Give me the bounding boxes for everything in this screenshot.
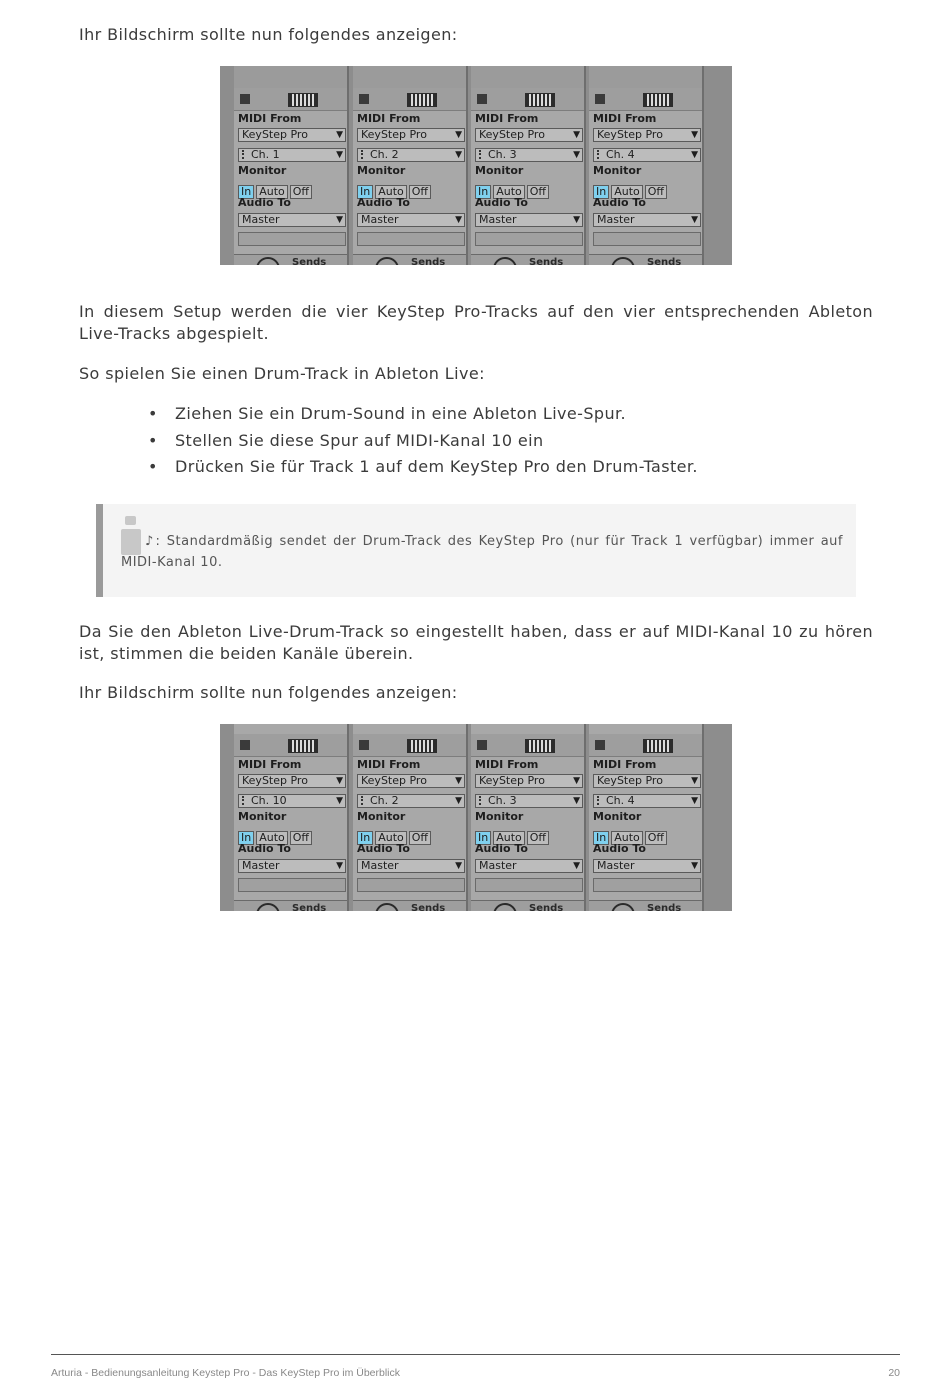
midi-from-device-select[interactable]: KeyStep Pro ▼ bbox=[357, 774, 465, 788]
monitor-off-button[interactable]: Off bbox=[527, 185, 549, 199]
sends-section bbox=[471, 254, 584, 265]
track-activator[interactable] bbox=[477, 740, 487, 750]
empty-slot bbox=[357, 232, 465, 246]
sends-label: Sends bbox=[292, 257, 327, 265]
monitor-label: Monitor bbox=[475, 164, 524, 177]
dropdown-arrow-icon: ▼ bbox=[336, 130, 343, 140]
page-number: 20 bbox=[888, 1367, 900, 1379]
monitor-auto-button[interactable]: Auto bbox=[493, 185, 525, 199]
track-column bbox=[471, 724, 586, 911]
monitor-auto-button[interactable]: Auto bbox=[611, 831, 643, 845]
grip-icon bbox=[361, 150, 366, 159]
monitor-auto-button[interactable]: Auto bbox=[256, 185, 288, 199]
grip-icon bbox=[479, 150, 484, 159]
sends-section bbox=[471, 900, 584, 911]
sends-label: Sends bbox=[292, 903, 327, 911]
empty-slot bbox=[593, 232, 701, 246]
monitor-label: Monitor bbox=[238, 164, 287, 177]
monitor-off-button[interactable]: Off bbox=[645, 831, 667, 845]
track-column bbox=[353, 724, 468, 911]
sends-label: Sends bbox=[647, 903, 682, 911]
dropdown-arrow-icon: ▼ bbox=[455, 861, 462, 871]
dropdown-arrow-icon: ▼ bbox=[691, 215, 698, 225]
dropdown-arrow-icon: ▼ bbox=[691, 796, 698, 806]
empty-slot bbox=[357, 878, 465, 892]
paragraph-setup: In diesem Setup werden die vier KeyStep Pro-Tracks auf den vier entsprechenden Ableton Live-Tracks abgespielt. bbox=[79, 302, 873, 343]
sends-section bbox=[589, 254, 702, 265]
monitor-auto-button[interactable]: Auto bbox=[611, 185, 643, 199]
bullet-marker: • bbox=[148, 430, 158, 450]
midi-keys-icon bbox=[288, 93, 318, 107]
monitor-in-button[interactable]: In bbox=[475, 185, 491, 199]
dropdown-arrow-icon: ▼ bbox=[573, 150, 580, 160]
send-knob-icon[interactable] bbox=[493, 257, 517, 265]
dropdown-arrow-icon: ▼ bbox=[573, 215, 580, 225]
midi-keys-icon bbox=[525, 739, 555, 753]
ableton-screenshot-2 bbox=[220, 724, 732, 911]
audio-to-label: Audio To bbox=[238, 842, 291, 855]
monitor-auto-button[interactable]: Auto bbox=[256, 831, 288, 845]
midi-from-label: MIDI From bbox=[593, 112, 657, 125]
sends-label: Sends bbox=[411, 257, 446, 265]
midi-channel-select[interactable]: Ch. 4 ▼ bbox=[593, 794, 701, 808]
grip-icon bbox=[597, 796, 602, 805]
monitor-off-button[interactable]: Off bbox=[409, 831, 431, 845]
dropdown-arrow-icon: ▼ bbox=[691, 150, 698, 160]
paragraph-channel-match: Da Sie den Ableton Live-Drum-Track so eingestellt haben, dass er auf MIDI-Kanal 10 zu hören ist, stimmen die beiden Kanäle überein. bbox=[79, 622, 873, 663]
grip-icon bbox=[479, 796, 484, 805]
empty-slot bbox=[475, 878, 583, 892]
dropdown-arrow-icon: ▼ bbox=[573, 130, 580, 140]
dropdown-arrow-icon: ▼ bbox=[336, 776, 343, 786]
dropdown-arrow-icon: ▼ bbox=[455, 150, 462, 160]
empty-slot bbox=[593, 878, 701, 892]
midi-from-label: MIDI From bbox=[238, 758, 302, 771]
paragraph-drum-intro: So spielen Sie einen Drum-Track in Ableton Live: bbox=[79, 364, 485, 383]
grip-icon bbox=[242, 150, 247, 159]
track-activator[interactable] bbox=[595, 740, 605, 750]
dropdown-arrow-icon: ▼ bbox=[336, 215, 343, 225]
monitor-label: Monitor bbox=[357, 164, 406, 177]
midi-keys-icon bbox=[643, 739, 673, 753]
monitor-off-button[interactable]: Off bbox=[409, 185, 431, 199]
midi-channel-select[interactable]: Ch. 3 ▼ bbox=[475, 148, 583, 162]
track-activator[interactable] bbox=[240, 740, 250, 750]
midi-channel-select[interactable]: Ch. 2 ▼ bbox=[357, 148, 465, 162]
midi-keys-icon bbox=[407, 93, 437, 107]
send-knob-icon[interactable] bbox=[256, 903, 280, 911]
audio-to-label: Audio To bbox=[357, 842, 410, 855]
grip-icon bbox=[361, 796, 366, 805]
sends-label: Sends bbox=[411, 903, 446, 911]
track-column bbox=[353, 66, 468, 265]
midi-keys-icon bbox=[525, 93, 555, 107]
dropdown-arrow-icon: ▼ bbox=[691, 861, 698, 871]
list-item: • Drücken Sie für Track 1 auf dem KeyStep Pro den Drum-Taster. bbox=[148, 455, 698, 482]
audio-to-label: Audio To bbox=[357, 196, 410, 209]
monitor-off-button[interactable]: Off bbox=[290, 831, 312, 845]
monitor-label: Monitor bbox=[357, 810, 406, 823]
midi-from-label: MIDI From bbox=[593, 758, 657, 771]
midi-channel-select[interactable]: Ch. 2 ▼ bbox=[357, 794, 465, 808]
monitor-in-button[interactable]: In bbox=[357, 185, 373, 199]
midi-from-label: MIDI From bbox=[475, 112, 539, 125]
track-activator[interactable] bbox=[240, 94, 250, 104]
dropdown-arrow-icon: ▼ bbox=[455, 130, 462, 140]
audio-to-select[interactable]: Master ▼ bbox=[357, 213, 465, 227]
track-column bbox=[471, 66, 586, 265]
dropdown-arrow-icon: ▼ bbox=[455, 796, 462, 806]
monitor-off-button[interactable]: Off bbox=[645, 185, 667, 199]
footer-divider bbox=[51, 1354, 900, 1355]
audio-to-select[interactable]: Master ▼ bbox=[238, 213, 346, 227]
monitor-label: Monitor bbox=[475, 810, 524, 823]
track-activator[interactable] bbox=[477, 94, 487, 104]
track-column bbox=[234, 66, 349, 265]
track-activator[interactable] bbox=[595, 94, 605, 104]
monitor-in-button[interactable]: In bbox=[475, 831, 491, 845]
midi-from-device-select[interactable]: KeyStep Pro ▼ bbox=[593, 128, 701, 142]
monitor-label: Monitor bbox=[593, 164, 642, 177]
sends-section bbox=[353, 254, 466, 265]
monitor-in-button[interactable]: In bbox=[593, 831, 609, 845]
monitor-label: Monitor bbox=[238, 810, 287, 823]
footer-title: Arturia - Bedienungsanleitung Keystep Pro - Das KeyStep Pro im Überblick bbox=[51, 1367, 401, 1379]
midi-from-label: MIDI From bbox=[357, 112, 421, 125]
list-item: • Ziehen Sie ein Drum-Sound in eine Ableton Live-Spur. bbox=[148, 402, 698, 429]
audio-to-label: Audio To bbox=[593, 196, 646, 209]
dropdown-arrow-icon: ▼ bbox=[691, 130, 698, 140]
midi-channel-select[interactable]: Ch. 3 ▼ bbox=[475, 794, 583, 808]
sends-section bbox=[589, 900, 702, 911]
monitor-in-button[interactable]: In bbox=[238, 831, 254, 845]
dropdown-arrow-icon: ▼ bbox=[455, 215, 462, 225]
grip-icon bbox=[597, 150, 602, 159]
sends-label: Sends bbox=[529, 903, 564, 911]
midi-from-device-select[interactable]: KeyStep Pro ▼ bbox=[475, 128, 583, 142]
sends-label: Sends bbox=[529, 257, 564, 265]
grip-icon bbox=[242, 796, 247, 805]
instruction-list bbox=[148, 402, 698, 482]
sends-section bbox=[234, 254, 347, 265]
monitor-label: Monitor bbox=[593, 810, 642, 823]
audio-to-label: Audio To bbox=[475, 196, 528, 209]
list-item: • Stellen Sie diese Spur auf MIDI-Kanal 10 ein bbox=[148, 429, 698, 456]
midi-from-device-select[interactable]: KeyStep Pro ▼ bbox=[475, 774, 583, 788]
midi-from-label: MIDI From bbox=[238, 112, 302, 125]
empty-slot bbox=[238, 878, 346, 892]
track-column bbox=[589, 66, 704, 265]
empty-slot bbox=[475, 232, 583, 246]
monitor-buttons bbox=[357, 826, 433, 844]
audio-to-select[interactable]: Master ▼ bbox=[357, 859, 465, 873]
sends-section bbox=[234, 900, 347, 911]
bullet-marker: • bbox=[148, 404, 158, 423]
monitor-auto-button[interactable]: Auto bbox=[493, 831, 525, 845]
midi-from-device-select[interactable]: KeyStep Pro ▼ bbox=[238, 128, 346, 142]
send-knob-icon[interactable] bbox=[611, 903, 635, 911]
dropdown-arrow-icon: ▼ bbox=[691, 776, 698, 786]
monitor-buttons bbox=[475, 180, 551, 198]
midi-keys-icon bbox=[407, 739, 437, 753]
midi-channel-select[interactable]: Ch. 1 ▼ bbox=[238, 148, 346, 162]
send-knob-icon[interactable] bbox=[256, 257, 280, 265]
dropdown-arrow-icon: ▼ bbox=[336, 150, 343, 160]
audio-to-select[interactable]: Master ▼ bbox=[238, 859, 346, 873]
dropdown-arrow-icon: ▼ bbox=[336, 796, 343, 806]
monitor-off-button[interactable]: Off bbox=[290, 185, 312, 199]
monitor-buttons bbox=[475, 826, 551, 844]
track-activator[interactable] bbox=[359, 94, 369, 104]
dropdown-arrow-icon: ▼ bbox=[573, 776, 580, 786]
dropdown-arrow-icon: ▼ bbox=[573, 796, 580, 806]
audio-to-select[interactable]: Master ▼ bbox=[475, 859, 583, 873]
monitor-buttons bbox=[238, 826, 314, 844]
audio-to-label: Audio To bbox=[475, 842, 528, 855]
midi-from-device-select[interactable]: KeyStep Pro ▼ bbox=[357, 128, 465, 142]
track-column bbox=[234, 724, 349, 911]
monitor-buttons bbox=[593, 180, 669, 198]
info-note bbox=[96, 504, 856, 597]
intro-text-1: Ihr Bildschirm sollte nun folgendes anzeigen: bbox=[79, 25, 458, 44]
midi-from-label: MIDI From bbox=[475, 758, 539, 771]
send-knob-icon[interactable] bbox=[611, 257, 635, 265]
midi-channel-select[interactable]: Ch. 10 ▼ bbox=[238, 794, 346, 808]
midi-keys-icon bbox=[643, 93, 673, 107]
monitor-buttons bbox=[238, 180, 314, 198]
send-knob-icon[interactable] bbox=[375, 257, 399, 265]
monitor-auto-button[interactable]: Auto bbox=[375, 831, 407, 845]
audio-to-label: Audio To bbox=[238, 196, 291, 209]
track-activator[interactable] bbox=[359, 740, 369, 750]
dropdown-arrow-icon: ▼ bbox=[573, 861, 580, 871]
empty-slot bbox=[238, 232, 346, 246]
midi-from-device-select[interactable]: KeyStep Pro ▼ bbox=[593, 774, 701, 788]
midi-channel-select[interactable]: Ch. 4 ▼ bbox=[593, 148, 701, 162]
monitor-in-button[interactable]: In bbox=[593, 185, 609, 199]
note-text: ♪: Standardmäßig sendet der Drum-Track des KeyStep Pro (nur für Track 1 verfügbar) immer auf MIDI-Kanal 10. bbox=[121, 534, 843, 570]
dropdown-arrow-icon: ▼ bbox=[455, 776, 462, 786]
intro-text-2: Ihr Bildschirm sollte nun folgendes anzeigen: bbox=[79, 683, 458, 702]
track-column bbox=[589, 724, 704, 911]
midi-from-label: MIDI From bbox=[357, 758, 421, 771]
monitor-buttons bbox=[593, 826, 669, 844]
monitor-buttons bbox=[357, 180, 433, 198]
dropdown-arrow-icon: ▼ bbox=[336, 861, 343, 871]
monitor-in-button[interactable]: In bbox=[238, 185, 254, 199]
audio-to-label: Audio To bbox=[593, 842, 646, 855]
audio-to-select[interactable]: Master ▼ bbox=[475, 213, 583, 227]
sends-label: Sends bbox=[647, 257, 682, 265]
audio-to-select[interactable]: Master ▼ bbox=[593, 859, 701, 873]
midi-keys-icon bbox=[288, 739, 318, 753]
monitor-off-button[interactable]: Off bbox=[527, 831, 549, 845]
midi-from-device-select[interactable]: KeyStep Pro ▼ bbox=[238, 774, 346, 788]
audio-to-select[interactable]: Master ▼ bbox=[593, 213, 701, 227]
sends-section bbox=[353, 900, 466, 911]
monitor-auto-button[interactable]: Auto bbox=[375, 185, 407, 199]
monitor-in-button[interactable]: In bbox=[357, 831, 373, 845]
send-knob-icon[interactable] bbox=[493, 903, 517, 911]
send-knob-icon[interactable] bbox=[375, 903, 399, 911]
ableton-screenshot-1 bbox=[220, 66, 732, 265]
bullet-marker: • bbox=[148, 457, 158, 476]
